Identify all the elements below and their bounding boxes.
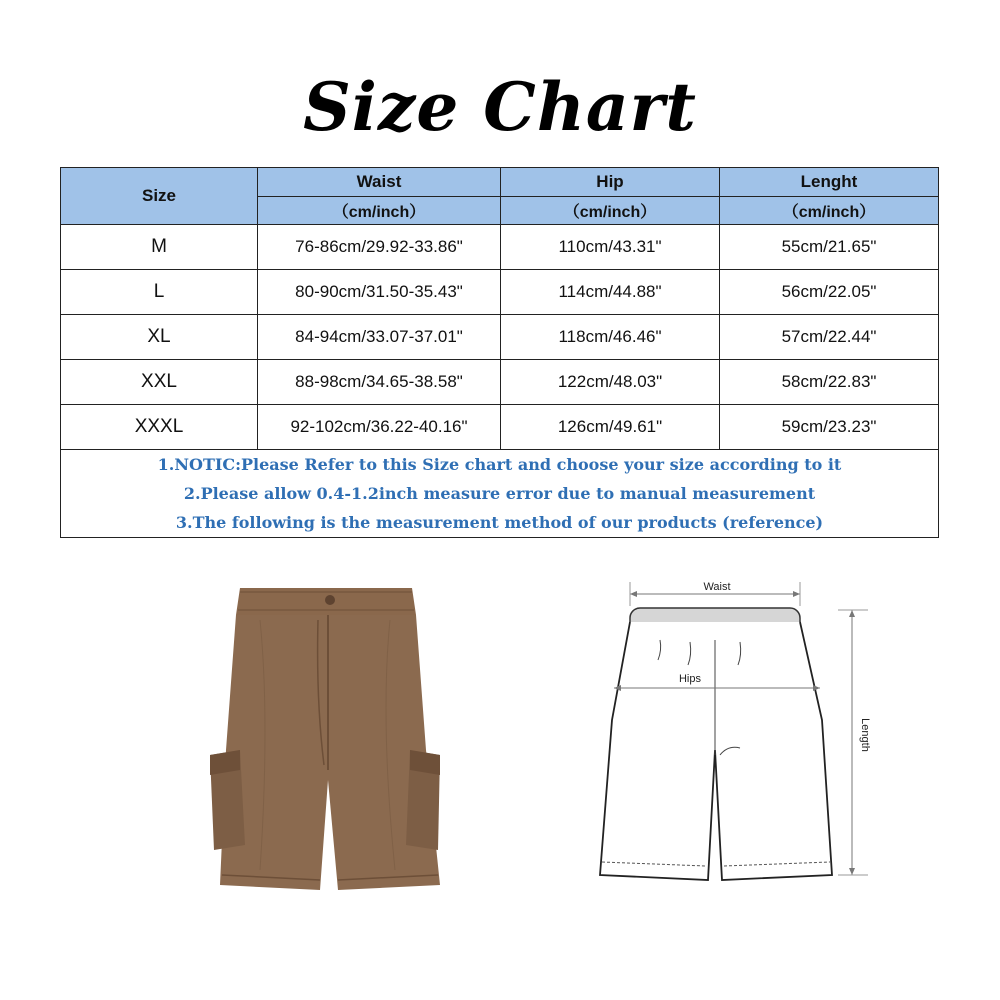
size-cell: M (61, 225, 258, 270)
table-row (61, 315, 939, 360)
hip-cell: 114cm/44.88" (501, 270, 720, 315)
header-size: Size (61, 168, 258, 225)
waist-cell: 88-98cm/34.65-38.58" (258, 360, 501, 405)
table-row (61, 360, 939, 405)
length-cell: 56cm/22.05" (720, 270, 939, 315)
hips-label: Hips (678, 673, 702, 685)
header-length-unit: （cm/inch） (720, 197, 939, 225)
length-label: Length (859, 718, 871, 752)
waist-label: Waist (703, 581, 731, 593)
hip-cell: 122cm/48.03" (501, 360, 720, 405)
length-cell: 59cm/23.23" (720, 405, 939, 450)
length-cell: 57cm/22.44" (720, 315, 939, 360)
size-chart-table (60, 167, 939, 538)
header-waist-unit: （cm/inch） (258, 197, 501, 225)
table-row (61, 225, 939, 270)
button-icon (325, 595, 335, 605)
header-waist: Waist (258, 168, 501, 197)
length-cell: 55cm/21.65" (720, 225, 939, 270)
hip-cell: 110cm/43.31" (501, 225, 720, 270)
page-title: Size Chart (303, 68, 697, 146)
header-row (61, 168, 939, 197)
note-3: 3.The following is the measurement method of our products (reference) (175, 513, 824, 532)
size-cell: L (61, 270, 258, 315)
size-cell: XL (61, 315, 258, 360)
waist-cell: 92-102cm/36.22-40.16" (258, 405, 501, 450)
waist-cell: 80-90cm/31.50-35.43" (258, 270, 501, 315)
waist-cell: 76-86cm/29.92-33.86" (258, 225, 501, 270)
measurement-diagram (590, 570, 880, 900)
header-hip: Hip (501, 168, 720, 197)
hip-cell: 118cm/46.46" (501, 315, 720, 360)
header-length: Lenght (720, 168, 939, 197)
table-row (61, 405, 939, 450)
notes-cell (61, 450, 939, 538)
note-2: 2.Please allow 0.4-1.2inch measure error due to manual measurement (183, 484, 816, 503)
size-cell: XXL (61, 360, 258, 405)
notes-row (61, 450, 939, 538)
table-row (61, 270, 939, 315)
length-cell: 58cm/22.83" (720, 360, 939, 405)
size-cell: XXXL (61, 405, 258, 450)
note-1: 1.NOTIC:Please Refer to this Size chart and choose your size according to it (157, 455, 842, 474)
waist-cell: 84-94cm/33.07-37.01" (258, 315, 501, 360)
cargo-shorts-photo (200, 580, 450, 900)
hip-cell: 126cm/49.61" (501, 405, 720, 450)
header-hip-unit: （cm/inch） (501, 197, 720, 225)
